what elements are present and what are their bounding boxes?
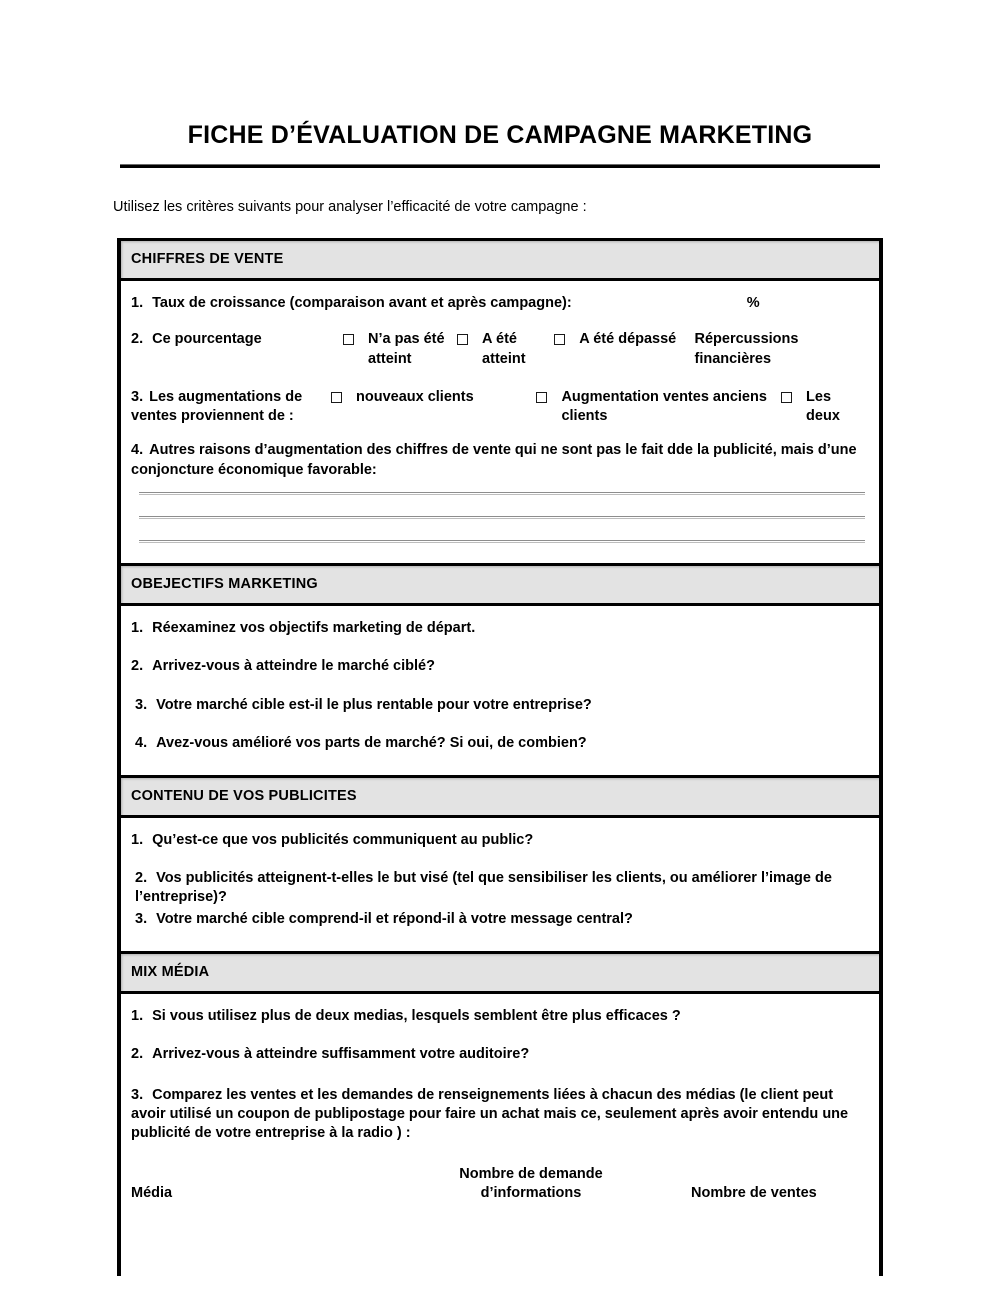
section-body-media	[121, 994, 879, 1275]
checkbox-icon[interactable]	[457, 334, 468, 345]
question-row	[121, 1065, 879, 1143]
question-text: Autres raisons d’augmentation des chiffres de vente qui ne sont pas le fait dde la publicité, mais d’une conjoncture économique favorable:	[131, 442, 857, 478]
media-comparison-table	[121, 1143, 879, 1276]
question-row	[121, 606, 879, 638]
question-text: Votre marché cible comprend-il et répond-il à votre message central?	[156, 911, 633, 928]
checkbox-option[interactable]	[536, 388, 781, 427]
checkbox-label: Les deux	[806, 388, 840, 425]
question-number: 3.	[135, 911, 148, 928]
question-number: 2.	[131, 658, 144, 675]
checkbox-option[interactable]	[554, 330, 694, 369]
question-row	[121, 994, 879, 1026]
question-text: Vos publicités atteignent-t-elles le but visé (tel que sensibiliser les clients, ou améliorer l’image de l’entreprise)?	[135, 869, 832, 906]
section-header-sales: CHIFFRES DE VENTE	[121, 241, 879, 281]
question-text: Arrivez-vous à atteindre suffisamment votre auditoire?	[152, 1046, 530, 1063]
question-row	[121, 281, 879, 311]
question-number: 2.	[135, 869, 148, 886]
table-empty-body[interactable]	[131, 1204, 867, 1276]
checkbox-label: A été dépassé	[579, 331, 677, 348]
column-header-sales-count: Nombre de ventes	[691, 1185, 817, 1202]
question-row	[121, 850, 879, 907]
question-number: 1.	[131, 295, 144, 312]
financial-impact-label: Répercussions financières	[694, 331, 799, 367]
question-text: Si vous utilisez plus de deux medias, lesquels semblent être plus efficaces ?	[152, 1008, 681, 1025]
title-divider	[120, 164, 880, 168]
question-row	[121, 1026, 879, 1064]
section-body-content	[121, 818, 879, 955]
checkbox-label: A été atteint	[482, 331, 526, 367]
column-header-info-requests	[381, 1165, 681, 1204]
question-row	[121, 907, 879, 951]
question-row	[121, 715, 879, 775]
question-number: 3.	[131, 388, 144, 405]
question-row-checkboxes	[121, 369, 879, 427]
table-header-row	[131, 1165, 867, 1204]
section-header-objectives: OBEJECTIFS MARKETING	[121, 566, 879, 606]
question-row	[121, 677, 879, 715]
answer-lines	[121, 480, 879, 563]
question-row-checkboxes	[121, 311, 879, 369]
question-number: 2.	[131, 1046, 144, 1063]
question-number: 3.	[131, 1086, 144, 1103]
question-number: 1.	[131, 831, 144, 848]
question-text: Arrivez-vous à atteindre le marché ciblé?	[152, 658, 435, 675]
checkbox-label: N’a pas été atteint	[368, 331, 445, 367]
question-row	[121, 638, 879, 676]
checkbox-icon[interactable]	[554, 334, 565, 345]
section-body-sales	[121, 281, 879, 566]
checkbox-option[interactable]	[781, 388, 867, 427]
question-text: Taux de croissance (comparaison avant et après campagne):	[152, 295, 572, 312]
question-number: 2.	[131, 331, 144, 348]
question-number: 4.	[135, 734, 148, 751]
checkbox-icon[interactable]	[536, 392, 547, 403]
question-text: Qu’est-ce que vos publicités communiquent au public?	[152, 831, 534, 848]
section-header-content: CONTENU DE VOS PUBLICITES	[121, 778, 879, 818]
question-text: Réexaminez vos objectifs marketing de départ.	[152, 620, 476, 637]
answer-line[interactable]	[139, 516, 865, 519]
page-title: FICHE D’ÉVALUATION DE CAMPAGNE MARKETING	[187, 121, 813, 149]
section-header-media: MIX MÉDIA	[121, 954, 879, 994]
answer-line[interactable]	[139, 492, 865, 495]
question-text: Votre marché cible est-il le plus rentable pour votre entreprise?	[156, 696, 592, 713]
checkbox-option[interactable]	[343, 330, 457, 369]
percent-unit-label: %	[746, 295, 760, 312]
checkbox-icon[interactable]	[343, 334, 354, 345]
checkbox-option[interactable]	[331, 388, 536, 427]
evaluation-form	[117, 238, 883, 1275]
checkbox-label: Augmentation ventes anciens clients	[561, 388, 767, 425]
question-text: 2. Ce pourcentage	[131, 331, 262, 348]
checkbox-icon[interactable]	[781, 392, 792, 403]
question-text: Comparez les ventes et les demandes de renseignements liées à chacun des médias (le client peut avoir utilisé un coupon de publipostage pour faire un achat mais ce, seulement après avoir entendu une publicité de votre entreprise à la radio ) :	[131, 1086, 849, 1141]
intro-text: Utilisez les critères suivants pour analyser l’efficacité de votre campagne :	[113, 198, 587, 215]
answer-line[interactable]	[139, 540, 865, 543]
checkbox-label: nouveaux clients	[356, 388, 474, 405]
column-header-line1: Nombre de demande	[459, 1165, 603, 1182]
question-row	[121, 818, 879, 850]
section-body-objectives	[121, 606, 879, 778]
question-number: 1.	[131, 620, 144, 637]
question-text: Avez-vous amélioré vos parts de marché? Si oui, de combien?	[156, 734, 587, 751]
column-header-line2: d’informations	[480, 1185, 582, 1202]
question-text: 3. Les augmentations de ventes proviennent de :	[131, 388, 303, 425]
checkbox-option[interactable]	[457, 330, 554, 369]
checkbox-icon[interactable]	[331, 392, 342, 403]
column-header-media: Média	[131, 1185, 173, 1202]
question-row	[121, 426, 879, 480]
question-number: 3.	[135, 696, 148, 713]
question-number: 4.	[131, 442, 144, 459]
question-number: 1.	[131, 1008, 144, 1025]
